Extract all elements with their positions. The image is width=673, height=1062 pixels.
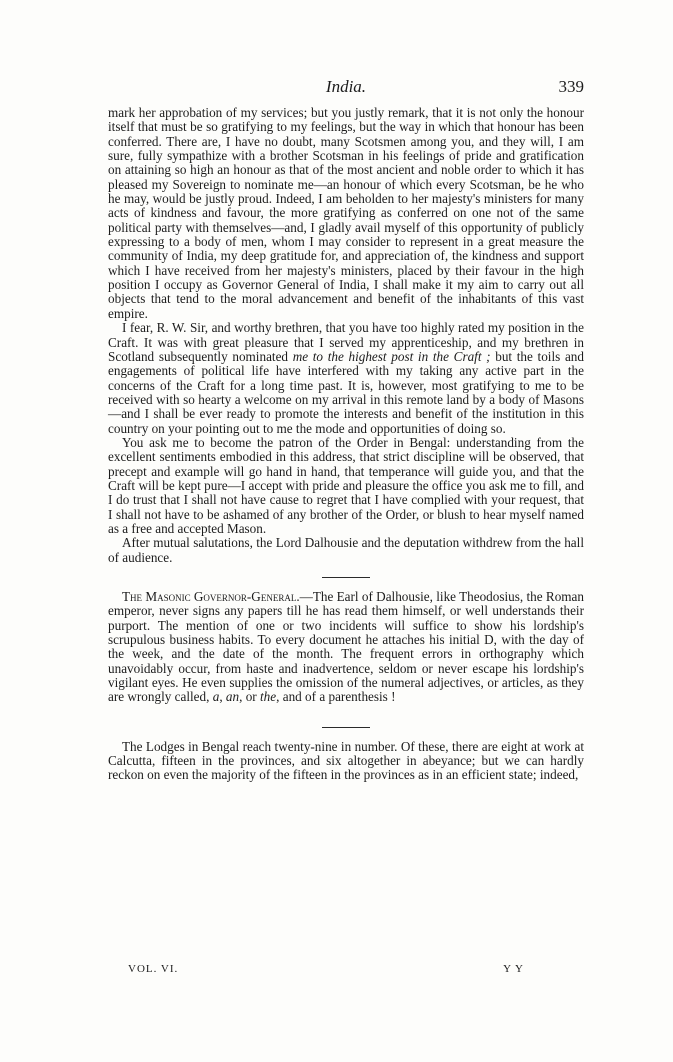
paragraph-salutations: After mutual salutations, the Lord Dalhousie and the deputation withdrew from the hall of audience.: [108, 535, 584, 565]
paragraph-text: I fear, R. W. Sir, and worthy brethren, that you have too highly rated my position in the Craft. It was with great pleasure that I served my apprenticeship, and my brethren in Scotland subsequently nominated: [108, 320, 584, 364]
paragraph-text: —The Earl of Dalhousie, like Theodosius, the Roman emperor, never signs any papers till he has read them himself, or well understands their purport. The mention of one or two incidents will suffice to show his lordship's scrupulous business habits. To every document he attaches his initial D, with the day of the week, and the date of the month. The frequent errors in orthography which unavoidably occur, from haste and inadvertence, seldom or never escape his lordship's vigilant eyes. He even supplies the omission of the numeral adjectives, or articles, as they are wrongly called,: [108, 589, 584, 705]
running-title: India.: [325, 77, 367, 96]
running-head: [108, 76, 584, 102]
page-number: 339: [558, 77, 584, 96]
paragraph-text: ,: [219, 689, 226, 705]
volume-mark: VOL. VI.: [128, 963, 179, 975]
section-divider: [322, 577, 370, 578]
paragraph-patron-acceptance: You ask me to become the patron of the Order in Bengal: understanding from the excellent sentiments embodied in this address, that strict discipline will be observed, that precept and example will go hand in hand, that temperance will guide you, and that the Craft will be kept pure—I accept with pride and pleasure the office you ask me to fill, and I do trust that I shall not have cause to regret that I have complied with your request, that I shall not have to be ashamed of any brother of the Order, or blush to hear myself named as a free and accepted Mason.: [108, 434, 584, 536]
signature-mark: Y Y: [503, 963, 524, 975]
paragraph-craft-position: [108, 321, 584, 436]
section-heading: The Masonic Governor-General.: [122, 589, 300, 604]
paragraph-masonic-governor: [108, 590, 584, 705]
italic-word: a: [212, 689, 220, 705]
paragraph-lodges-bengal: The Lodges in Bengal reach twenty-nine in number. Of these, there are eight at work at Calcutta, fifteen in the provinces, and six altogether in abeyance; but we can hardly reckon on even the majority of the fifteen in the provinces as in an efficient state; indeed,: [108, 738, 584, 783]
italic-word: an: [225, 689, 240, 705]
italic-word: the: [260, 689, 277, 705]
paragraph-text: , and of a parenthesis !: [276, 689, 396, 705]
paragraph-text: , or: [239, 689, 260, 705]
body-text: [108, 106, 584, 783]
italic-phrase: me to the highest post in the Craft ;: [292, 348, 491, 364]
section-divider: [322, 727, 370, 728]
paragraph-speech-continued: mark her approbation of my services; but you justly remark, that it is not only the honour itself that must be so gratifying to my feelings, but the way in which that honour has been conferred. There are, I have no doubt, many Scotsmen among you, and they will, I am sure, fully sympathize with a brother Scotsman in his feelings of pride and gratification on attaining so high an honour as that of the most ancient and noble order to which it has pleased my Sovereign to nominate me—an honour of which every Scotsman, be he who he may, would be justly proud. Indeed, I am beholden to her majesty's ministers for many acts of kindness and favour, the more gratifying as conferred on one not of the same political party with themselves—and, I gladly avail myself of this opportunity of publicly expressing to a body of men, whom I may consider to represent in a great measure the community of India, my deep gratitude for, and appreciation of, the kindness and support which I have received from her majesty's ministers, placed by their favour in the high position I occupy as Governor General of India, I shall make it my aim to carry out all objects that tend to the moral advancement and benefit of the inhabitants of this vast empire.: [108, 105, 584, 321]
paragraph-text: but the toils and engagements of political life have interfered with my taking any active part in the concerns of the Craft for a long time past. It is, however, most gratifying to me to be received with so hearty a welcome on my arrival in this remote land by a body of Masons—and I shall be ever ready to promote the interests and benefit of the institution in this country on your pointing out to me the mode and opportunities of doing so.: [108, 348, 584, 436]
